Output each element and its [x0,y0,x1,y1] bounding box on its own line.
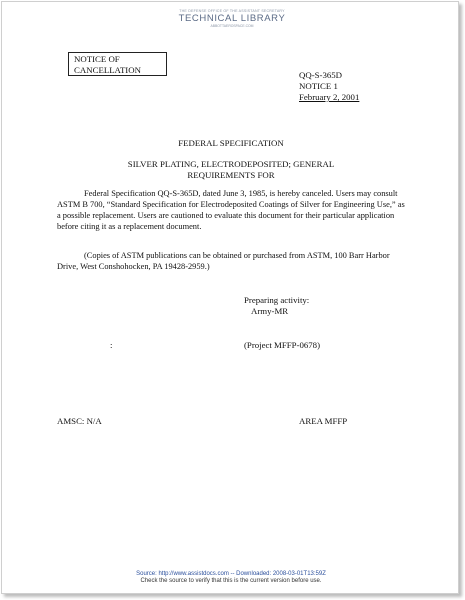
preparing-activity-label: Preparing activity: [244,295,310,305]
notice-box-line2: CANCELLATION [74,65,141,75]
astm-copies-paragraph: (Copies of ASTM publications can be obtained or purchased from ASTM, 100 Barr Harbor Drive, West Conshohocken, PA 19428-2959.) [57,251,390,271]
notice-number: NOTICE 1 [299,81,338,91]
document-heading: FEDERAL SPECIFICATION [178,138,284,148]
colon-mark: : [110,340,113,350]
subject-line2: REQUIREMENTS FOR [187,170,275,180]
document-page [1,1,459,594]
technical-library-logo [178,9,286,33]
preparing-activity-value: Army-MR [251,306,289,316]
notice-date: February 2, 2001 [299,92,360,102]
logo-top-text: THE DEFENSE OFFICE OF THE ASSISTANT SECRETARY [179,9,285,13]
area-label: AREA MFFP [299,416,348,426]
spec-number: QQ-S-365D [299,70,343,80]
amsc-label: AMSC: N/A [57,416,102,426]
logo-main-text: TECHNICAL LIBRARY [178,13,286,24]
logo-sub-text: ABBOTTAEROSPACE.COM [210,24,254,28]
source-footer: Source: http://www.assistdocs.com -- Downloaded: 2008-03-01T13:59Z [136,571,326,577]
notice-box-line1: NOTICE OF [74,54,120,64]
notice-of-cancellation-box [68,52,167,76]
verify-footer: Check the source to verify that this is the current version before use. [140,578,322,584]
project-number: (Project MFFP-0678) [244,340,320,350]
cancellation-paragraph: Federal Specification QQ-S-365D, dated June 3, 1985, is hereby canceled. Users may consult ASTM B 700, “Standard Specification for Electrodeposited Coatings of Silver for Engineering Use,” as a possible replacement. Users are cautioned to evaluate this document for their particular application before citing it as a replacement document. [57,189,405,231]
subject-line1: SILVER PLATING, ELECTRODEPOSITED; GENERAL [127,159,335,169]
